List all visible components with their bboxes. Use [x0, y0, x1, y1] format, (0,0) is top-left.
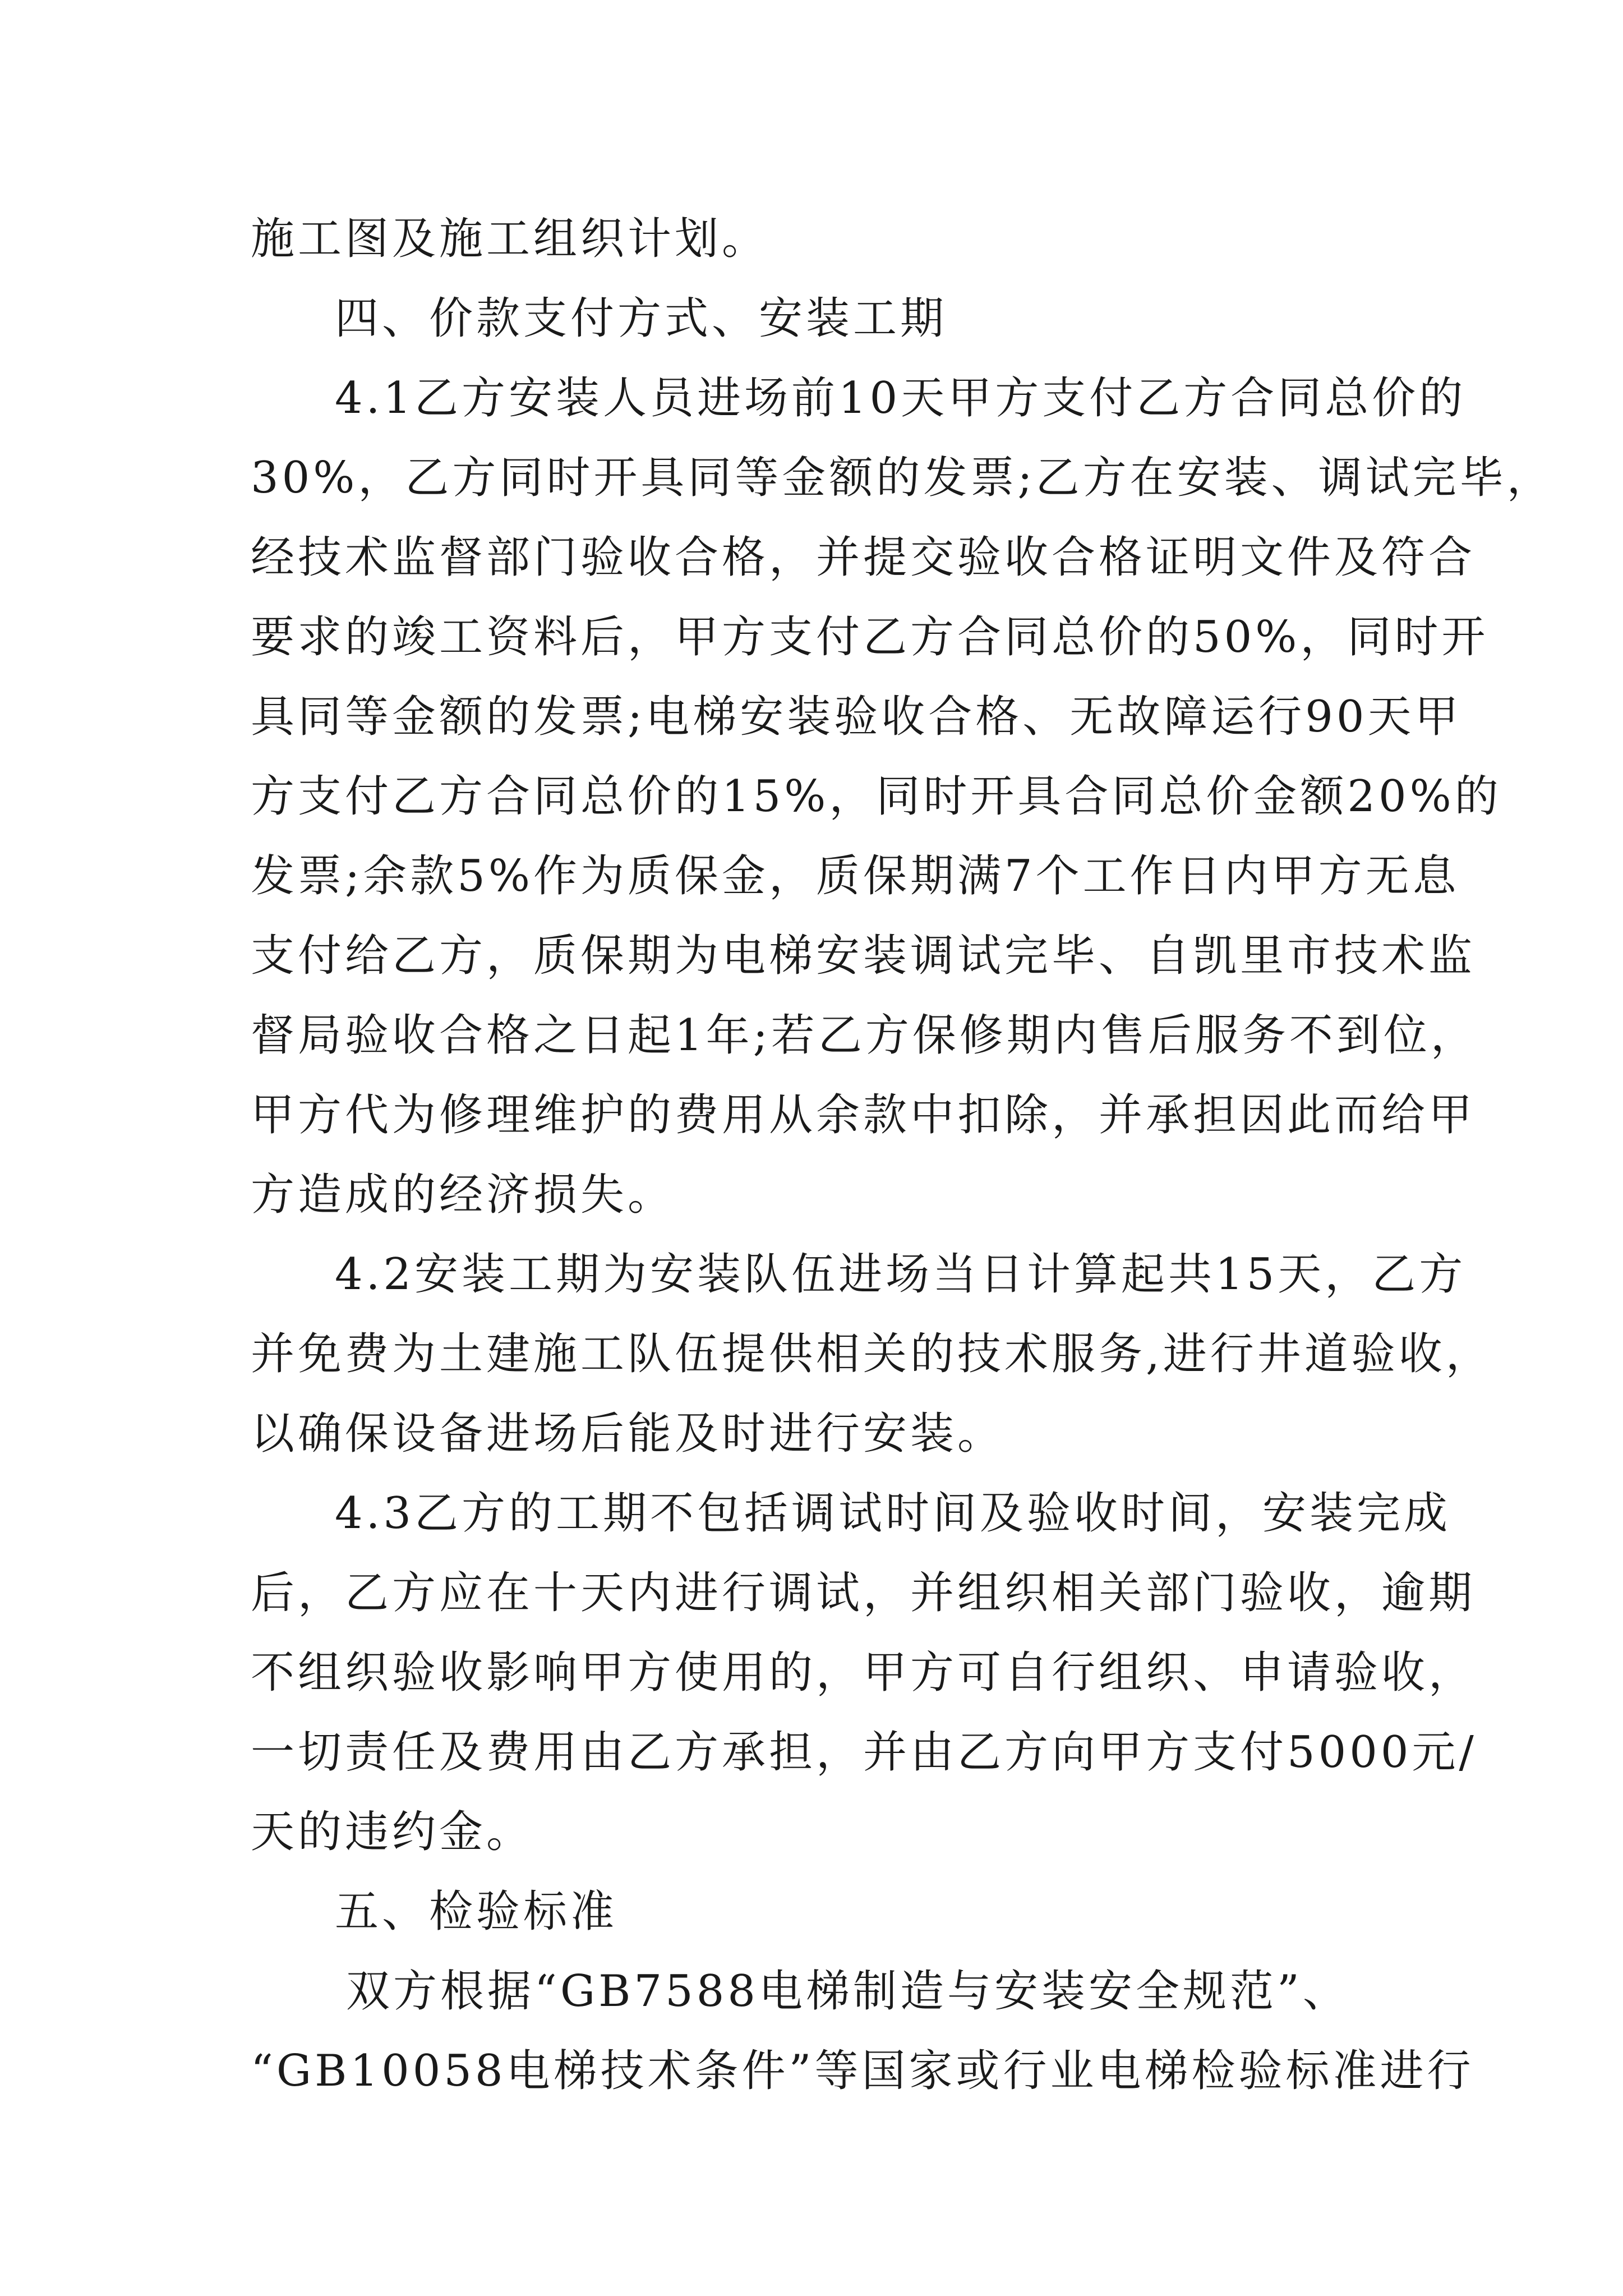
- text-line: 具同等金额的发票;电梯安装验收合格、无故障运行90天甲: [251, 692, 1462, 742]
- text-line: 4.2安装工期为安装队伍进场当日计算起共15天，乙方: [335, 1249, 1467, 1300]
- text-line: “GB10058电梯技术条件”等国家或行业电梯检验标准进行: [251, 2046, 1474, 2096]
- text-line: 4.3乙方的工期不包括调试时间及验收时间，安装完成: [335, 1488, 1451, 1539]
- text-line: 要求的竣工资料后，甲方支付乙方合同总价的50%，同时开: [251, 612, 1489, 662]
- text-line: 经技术监督部门验收合格，并提交验收合格证明文件及符合: [251, 532, 1476, 583]
- text-line: 督局验收合格之日起1年;若乙方保修期内售后服务不到位，: [251, 1010, 1478, 1061]
- text-line: 双方根据“GB7588电梯制造与安装安全规范”、: [346, 1966, 1350, 2017]
- section-heading-payment: 四、价款支付方式、安装工期: [335, 293, 948, 344]
- text-line: 后，乙方应在十天内进行调试，并组织相关部门验收，逾期: [251, 1568, 1476, 1618]
- text-line: 施工图及施工组织计划。: [251, 214, 769, 264]
- text-line: 方造成的经济损失。: [251, 1170, 675, 1220]
- text-line: 发票;余款5%作为质保金，质保期满7个工作日内甲方无息: [251, 851, 1460, 901]
- text-line: 30%，乙方同时开具同等金额的发票;乙方在安装、调试完毕，: [251, 453, 1554, 503]
- document-body: [251, 199, 1554, 2111]
- text-line: 并免费为土建施工队伍提供相关的技术服务,进行井道验收，: [251, 1329, 1493, 1379]
- section-heading-inspection: 五、检验标准: [335, 1887, 618, 1937]
- text-line: 以确保设备进场后能及时进行安装。: [251, 1409, 1005, 1459]
- text-line: 天的违约金。: [251, 1807, 534, 1857]
- text-line: 甲方代为修理维护的费用从余款中扣除，并承担因此而给甲: [251, 1090, 1476, 1140]
- text-line: 支付给乙方，质保期为电梯安装调试完毕、自凯里市技术监: [251, 931, 1476, 981]
- text-line: 4.1乙方安装人员进场前10天甲方支付乙方合同总价的: [335, 373, 1467, 424]
- text-line: 一切责任及费用由乙方承担，并由乙方向甲方支付5000元/: [251, 1727, 1477, 1778]
- text-line: 不组织验收影响甲方使用的，甲方可自行组织、申请验收，: [251, 1648, 1476, 1698]
- text-line: 方支付乙方合同总价的15%，同时开具合同总价金额20%的: [251, 771, 1502, 822]
